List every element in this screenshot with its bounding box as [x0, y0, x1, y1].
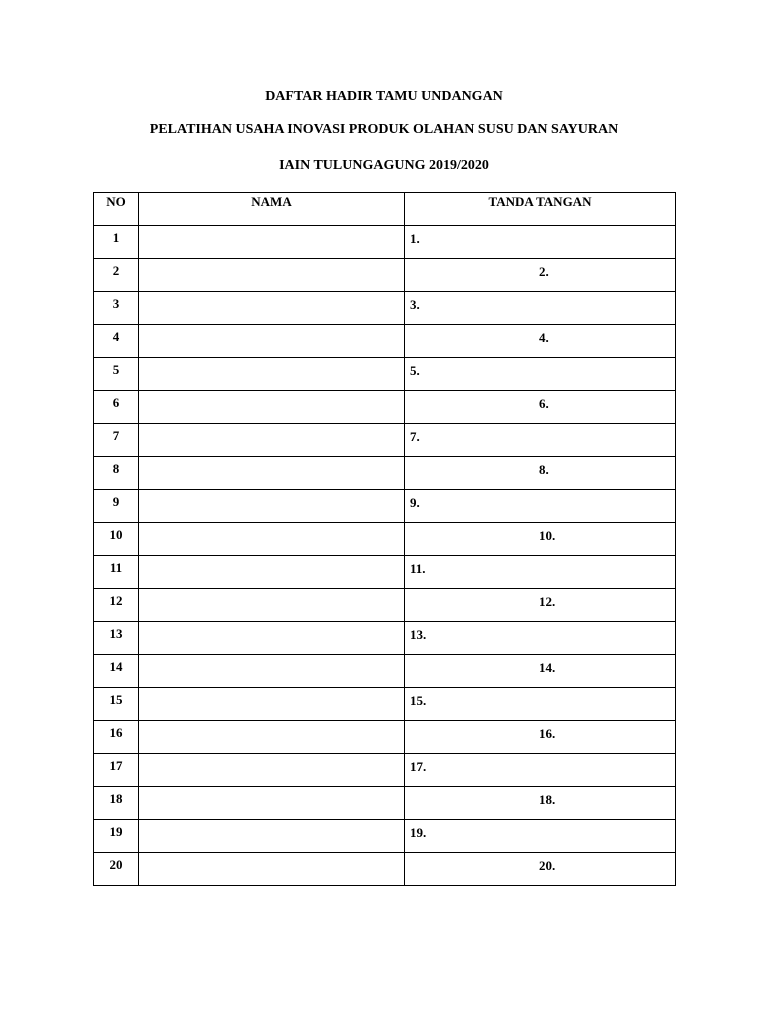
signature-field[interactable]	[405, 457, 676, 490]
signature-field[interactable]	[405, 754, 676, 787]
signature-field[interactable]	[405, 820, 676, 853]
table-row	[94, 259, 676, 292]
row-number: 3	[94, 292, 139, 325]
signature-number: 16.	[539, 726, 556, 741]
name-field[interactable]	[139, 655, 405, 688]
signature-number: 4.	[539, 330, 549, 345]
name-field[interactable]	[139, 424, 405, 457]
row-number: 9	[94, 490, 139, 523]
row-number: 12	[94, 589, 139, 622]
signature-number: 7.	[410, 429, 420, 444]
table-row	[94, 226, 676, 259]
signature-field[interactable]	[405, 490, 676, 523]
signature-number: 5.	[410, 363, 420, 378]
signature-number: 20.	[539, 858, 556, 873]
signature-field[interactable]	[405, 325, 676, 358]
name-field[interactable]	[139, 490, 405, 523]
signature-number: 13.	[410, 627, 427, 642]
signature-field[interactable]	[405, 424, 676, 457]
table-row	[94, 853, 676, 886]
signature-number: 14.	[539, 660, 556, 675]
attendance-table	[93, 192, 676, 886]
table-row	[94, 622, 676, 655]
table-body	[94, 226, 676, 886]
signature-field[interactable]	[405, 721, 676, 754]
name-field[interactable]	[139, 358, 405, 391]
table-row	[94, 556, 676, 589]
row-number: 6	[94, 391, 139, 424]
header-tanda-tangan: TANDA TANGAN	[405, 193, 676, 226]
signature-number: 17.	[410, 759, 427, 774]
name-field[interactable]	[139, 853, 405, 886]
table-row	[94, 754, 676, 787]
name-field[interactable]	[139, 589, 405, 622]
name-field[interactable]	[139, 259, 405, 292]
signature-field[interactable]	[405, 358, 676, 391]
name-field[interactable]	[139, 325, 405, 358]
header-nama: NAMA	[139, 193, 405, 226]
table-row	[94, 457, 676, 490]
signature-number: 1.	[410, 231, 420, 246]
name-field[interactable]	[139, 226, 405, 259]
table-header-row	[94, 193, 676, 226]
name-field[interactable]	[139, 556, 405, 589]
signature-field[interactable]	[405, 655, 676, 688]
name-field[interactable]	[139, 688, 405, 721]
table-row	[94, 688, 676, 721]
row-number: 8	[94, 457, 139, 490]
row-number: 19	[94, 820, 139, 853]
table-row	[94, 358, 676, 391]
signature-field[interactable]	[405, 523, 676, 556]
signature-number: 11.	[410, 561, 426, 576]
name-field[interactable]	[139, 523, 405, 556]
document-title: DAFTAR HADIR TAMU UNDANGAN	[265, 89, 503, 104]
row-number: 4	[94, 325, 139, 358]
signature-field[interactable]	[405, 787, 676, 820]
table-row	[94, 325, 676, 358]
signature-number: 12.	[539, 594, 556, 609]
signature-number: 10.	[539, 528, 556, 543]
signature-field[interactable]	[405, 226, 676, 259]
signature-number: 6.	[539, 396, 549, 411]
signature-number: 9.	[410, 495, 420, 510]
row-number: 2	[94, 259, 139, 292]
table-row	[94, 820, 676, 853]
signature-field[interactable]	[405, 556, 676, 589]
name-field[interactable]	[139, 754, 405, 787]
row-number: 5	[94, 358, 139, 391]
signature-number: 19.	[410, 825, 427, 840]
row-number: 17	[94, 754, 139, 787]
row-number: 18	[94, 787, 139, 820]
name-field[interactable]	[139, 391, 405, 424]
name-field[interactable]	[139, 721, 405, 754]
table-row	[94, 787, 676, 820]
table-row	[94, 490, 676, 523]
row-number: 15	[94, 688, 139, 721]
row-number: 11	[94, 556, 139, 589]
document-institution-year: IAIN TULUNGAGUNG 2019/2020	[279, 158, 489, 173]
signature-field[interactable]	[405, 292, 676, 325]
table-row	[94, 721, 676, 754]
row-number: 1	[94, 226, 139, 259]
row-number: 16	[94, 721, 139, 754]
name-field[interactable]	[139, 622, 405, 655]
table-row	[94, 424, 676, 457]
signature-field[interactable]	[405, 589, 676, 622]
name-field[interactable]	[139, 787, 405, 820]
signature-field[interactable]	[405, 622, 676, 655]
signature-field[interactable]	[405, 688, 676, 721]
name-field[interactable]	[139, 292, 405, 325]
signature-number: 15.	[410, 693, 427, 708]
signature-field[interactable]	[405, 259, 676, 292]
signature-number: 8.	[539, 462, 549, 477]
table-row	[94, 589, 676, 622]
row-number: 20	[94, 853, 139, 886]
signature-number: 2.	[539, 264, 549, 279]
table-row	[94, 292, 676, 325]
table-row	[94, 523, 676, 556]
table-row	[94, 655, 676, 688]
signature-number: 3.	[410, 297, 420, 312]
document-subtitle: PELATIHAN USAHA INOVASI PRODUK OLAHAN SUSU DAN SAYURAN	[149, 122, 619, 137]
signature-number: 18.	[539, 792, 556, 807]
table-row	[94, 391, 676, 424]
name-field[interactable]	[139, 457, 405, 490]
signature-field[interactable]	[405, 391, 676, 424]
row-number: 7	[94, 424, 139, 457]
header-no: NO	[94, 193, 139, 226]
row-number: 13	[94, 622, 139, 655]
row-number: 10	[94, 523, 139, 556]
name-field[interactable]	[139, 820, 405, 853]
row-number: 14	[94, 655, 139, 688]
signature-field[interactable]	[405, 853, 676, 886]
